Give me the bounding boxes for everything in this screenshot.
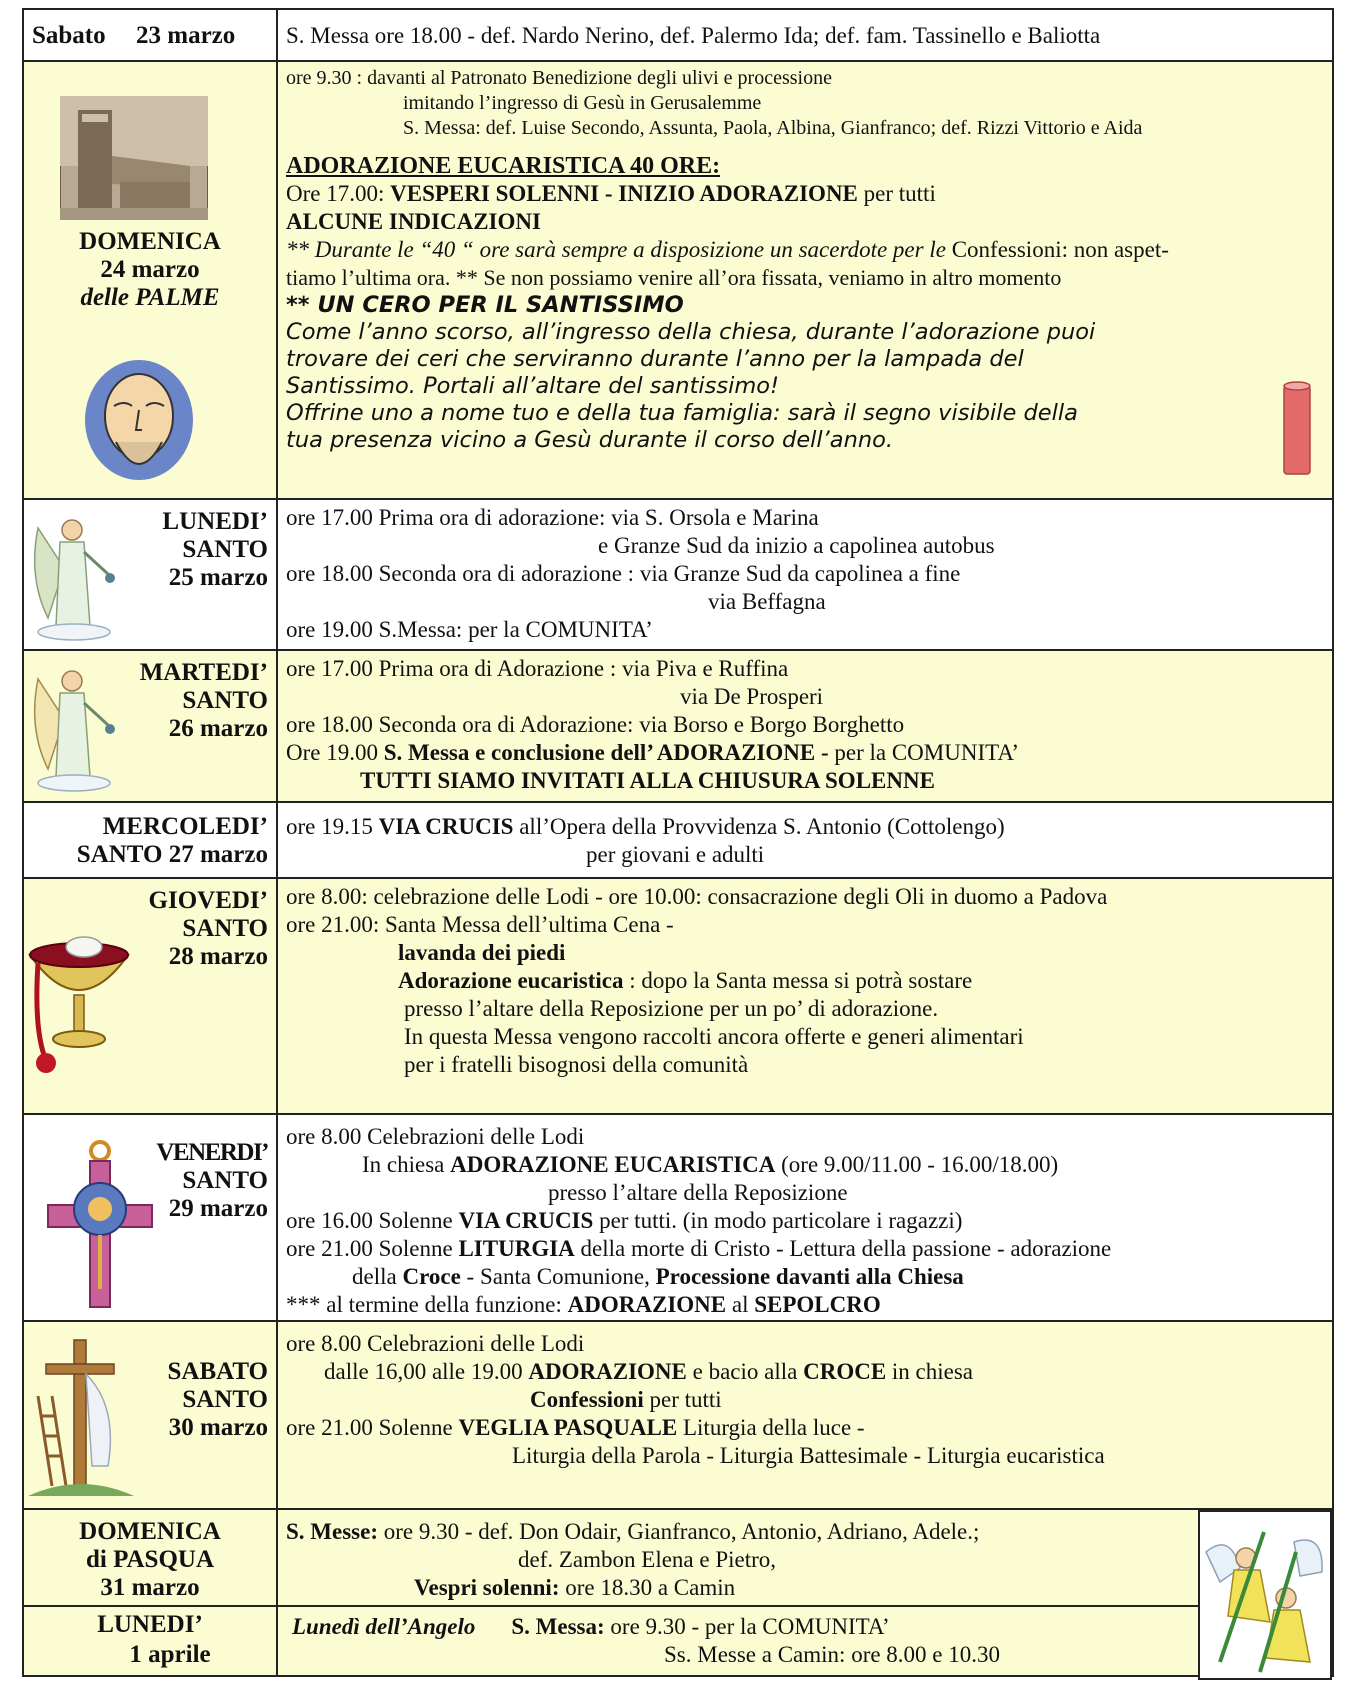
adorazione-heading: ADORAZIONE EUCARISTICA 40 ORE:: [286, 153, 721, 179]
defunti-line: def. Zambon Elena e Pietro,: [518, 1547, 777, 1572]
day-santo: SANTO: [182, 687, 268, 714]
day-cell: [24, 879, 278, 1113]
angel-image: [28, 659, 120, 795]
adorazione-hours: dalle 16,00 alle 19.00: [324, 1359, 529, 1384]
lodi-line: ore 8.00 Celebrazioni delle Lodi: [286, 1331, 585, 1356]
content-cell: [278, 1115, 1332, 1320]
sepolcro-adorazione: ADORAZIONE: [567, 1292, 727, 1317]
reposizione-line: presso l’altare della Reposizione per un po’ di adorazione.: [404, 996, 939, 1021]
croce-title: CROCE: [803, 1359, 887, 1384]
vesperi-note: per tutti: [857, 181, 936, 206]
adorazione-title: ADORAZIONE: [528, 1359, 687, 1384]
day-santo: SANTO: [182, 915, 268, 942]
comunione-text: - Santa Comunione,: [460, 1264, 656, 1289]
content-cell: [278, 1322, 1332, 1508]
reposizione-line: presso l’altare della Reposizione: [548, 1180, 848, 1205]
candle-image: [1282, 380, 1312, 476]
content-cell: [278, 1510, 1332, 1605]
date-label: SANTO 27 marzo: [76, 841, 268, 868]
feast-label: delle PALME: [80, 284, 220, 311]
bisognosi-line: per i fratelli bisognosi della comunità: [404, 1052, 749, 1077]
chiesa-text: in chiesa: [886, 1359, 974, 1384]
via-crucis-time: ore 19.15: [286, 814, 379, 839]
content-cell: [278, 10, 1332, 60]
day-santo: SANTO: [182, 1167, 268, 1194]
day-cell: [24, 500, 278, 649]
sepolcro-title: SEPOLCRO: [754, 1292, 881, 1317]
day-name: MARTEDI’: [139, 659, 268, 686]
day-cell: [24, 10, 278, 60]
church-photo: [60, 96, 208, 220]
date-label: 30 marzo: [168, 1414, 268, 1441]
indicazioni-heading: ALCUNE INDICAZIONI: [286, 209, 541, 234]
conclusione-time: Ore 19.00: [286, 740, 384, 765]
cero-line-2: trovare dei ceri che serviranno durante l’anno per la lampada del: [286, 346, 1024, 372]
liturgie-line: Liturgia della Parola - Liturgia Battesimale - Liturgia eucaristica: [512, 1443, 1105, 1468]
adorazione-place: In chiesa: [362, 1152, 451, 1177]
row-domenica-pasqua: [22, 1508, 1334, 1607]
cero-heading: [286, 292, 1324, 319]
content-cell: [278, 500, 1332, 649]
vespri-note: ore 18.30 a Camin: [559, 1575, 736, 1600]
chalice-image: [24, 935, 134, 1085]
date-label: 1 aprile: [129, 1641, 211, 1668]
veglia-time: ore 21.00 Solenne: [286, 1415, 459, 1440]
cero-title: UN CERO PER IL SANTISSIMO: [309, 292, 684, 318]
day-cell: [24, 1115, 278, 1320]
angel-image: [28, 508, 120, 644]
day-cell: [24, 803, 278, 877]
ulivi-line: ore 9.30 : davanti al Patronato Benedizione degli ulivi e processione: [286, 67, 832, 89]
date-label: 28 marzo: [168, 943, 268, 970]
day-santo: SANTO: [182, 1386, 268, 1413]
messa-line: S. Messa: def. Luise Secondo, Assunta, Paola, Albina, Gianfranco; def. Rizzi Vittorio e Aida: [403, 117, 1143, 139]
adorazione-line: [286, 1151, 1324, 1179]
content-cell: [278, 1607, 1332, 1675]
liturgia-time: ore 21.00 Solenne: [286, 1236, 459, 1261]
day-santo: SANTO: [182, 536, 268, 563]
row-lunedi-santo: [22, 498, 1334, 651]
confessioni-italic: ** Durante le “40 “ ore sarà sempre a disposizione un sacerdote per le: [286, 237, 946, 262]
messe-defunti: ore 9.30 - def. Don Odair, Gianfranco, Antonio, Adriano, Adele.;: [377, 1519, 980, 1544]
messa-title: S. Messa:: [511, 1614, 605, 1639]
adorazione-line-2: e Granze Sud da inizio a capolinea autobus: [598, 533, 995, 558]
crucifix-image: [44, 1139, 156, 1309]
sepolcro-pre: *** al termine della funzione:: [286, 1292, 568, 1317]
vesperi-title: VESPERI SOLENNI - INIZIO ADORAZIONE: [390, 181, 858, 206]
content-cell: [278, 879, 1332, 1113]
via-crucis-time: ore 16.00 Solenne: [286, 1208, 459, 1233]
cero-line-5: tua presenza vicino a Gesù durante il corso dell’anno.: [286, 427, 894, 453]
day-name: SABATO: [167, 1358, 268, 1385]
date-label: 24 marzo: [100, 256, 200, 283]
row-domenica-palme: [22, 60, 1334, 500]
adorazione-line-4: via Beffagna: [708, 589, 826, 614]
sepolcro-mid: al: [726, 1292, 755, 1317]
conclusione-line: [286, 739, 1324, 767]
camin-line: Ss. Messe a Camin: ore 8.00 e 10.30: [664, 1642, 1001, 1667]
messa-note: ore 9.30 - per la COMUNITA’: [604, 1614, 890, 1639]
angelo-title: Lunedì dell’Angelo: [292, 1614, 476, 1639]
day-name: LUNEDI’: [97, 1611, 203, 1638]
vespri-line: [286, 1574, 1324, 1602]
row-sabato-santo: [22, 1320, 1334, 1510]
day-label: Sabato: [32, 22, 106, 49]
via-crucis-note: per giovani e adulti: [586, 842, 765, 867]
lodi-line: ore 8.00: celebrazione delle Lodi - ore 10.00: consacrazione degli Oli in duomo a Padova: [286, 884, 1108, 909]
cena-line: ore 21.00: Santa Messa dell’ultima Cena -: [286, 912, 674, 937]
confessioni-line-2: tiamo l’ultima ora. ** Se non possiamo venire all’ora fissata, veniamo in altro momento: [286, 265, 1062, 290]
via-crucis-note: per tutti. (in modo particolare i ragazzi): [593, 1208, 963, 1233]
confessioni-rest: Confessioni: non aspet-: [945, 237, 1169, 262]
cero-line-3: Santissimo. Portali all’altare del santissimo!: [286, 373, 780, 399]
croce-line: [286, 1263, 1324, 1291]
adorazione-line-2: via De Prosperi: [680, 684, 824, 709]
cero-line-4: Offrine uno a nome tuo e della tua famiglia: sarà il segno visibile della: [286, 400, 1078, 426]
via-crucis-title: VIA CRUCIS: [378, 814, 514, 839]
vespri-title: Vespri solenni:: [414, 1575, 560, 1600]
adorazione-line-1: ore 17.00 Prima ora di Adorazione : via Piva e Ruffina: [286, 656, 789, 681]
conclusione-title: S. Messa e conclusione dell’ ADORAZIONE -: [383, 740, 829, 765]
liturgia-title: LITURGIA: [458, 1236, 575, 1261]
croce-pre: della: [352, 1264, 403, 1289]
bacio-text: e bacio alla: [686, 1359, 804, 1384]
liturgia-note: della morte di Cristo - Lettura della passione - adorazione: [574, 1236, 1112, 1261]
date-label: 29 marzo: [168, 1195, 268, 1222]
messa-line: ore 19.00 S.Messa: per la COMUNITA’: [286, 617, 653, 642]
adorazione-line-3: ore 18.00 Seconda ora di Adorazione: via Borso e Borgo Borghetto: [286, 712, 905, 737]
conclusione-note: per la COMUNITA’: [828, 740, 1020, 765]
content-cell: [278, 803, 1332, 877]
day-cell: [24, 1322, 278, 1508]
via-crucis-line: [286, 813, 1324, 841]
row-sabato-23: [22, 8, 1334, 62]
via-crucis-title: VIA CRUCIS: [458, 1208, 594, 1233]
invito-line: TUTTI SIAMO INVITATI ALLA CHIUSURA SOLENNE: [360, 768, 935, 793]
day-cell: [24, 651, 278, 801]
messe-line: [286, 1518, 1324, 1546]
confessioni-line-1: [286, 236, 1324, 264]
content-cell: [278, 62, 1332, 498]
via-crucis-line: [286, 1207, 1324, 1235]
date-label: 23 marzo: [136, 22, 236, 49]
day-name: LUNEDI’: [162, 508, 268, 535]
row-venerdi-santo: [22, 1113, 1334, 1322]
veglia-title: VEGLIA PASQUALE: [458, 1415, 678, 1440]
adorazione-line-3: ore 18.00 Seconda ora di adorazione : via Granze Sud da capolinea a fine: [286, 561, 961, 586]
liturgia-line: [286, 1235, 1324, 1263]
veglia-line: [286, 1414, 1324, 1442]
vesperi-line: [286, 180, 1324, 208]
easter-angels-frame: [1198, 1510, 1332, 1680]
offerte-line: In questa Messa vengono raccolti ancora offerte e generi alimentari: [404, 1024, 1024, 1049]
adorazione-note: : dopo la Santa messa si potrà sostare: [623, 968, 973, 993]
processione-title: Processione davanti alla Chiesa: [655, 1264, 964, 1289]
cero-line-1: Come l’anno scorso, all’ingresso della chiesa, durante l’adorazione puoi: [286, 319, 1096, 345]
sepolcro-line: [286, 1291, 1324, 1319]
day-name: GIOVEDI’: [148, 887, 268, 914]
confessioni-note: per tutti: [643, 1387, 722, 1412]
feast-label: di PASQUA: [85, 1546, 215, 1573]
veglia-note: Liturgia della luce -: [677, 1415, 865, 1440]
date-label: 26 marzo: [168, 715, 268, 742]
lodi-line: ore 8.00 Celebrazioni delle Lodi: [286, 1124, 585, 1149]
adorazione-line-1: ore 17.00 Prima ora di adorazione: via S. Orsola e Marina: [286, 505, 819, 530]
lavanda-line: lavanda dei piedi: [398, 940, 566, 965]
angelo-line: [286, 1613, 1324, 1641]
adorazione-hours: (ore 9.00/11.00 - 16.00/18.00): [775, 1152, 1059, 1177]
cross-ladder-image: [28, 1336, 134, 1500]
day-name: MERCOLEDI’: [102, 813, 268, 840]
date-label: 31 marzo: [100, 1574, 200, 1601]
ingresso-line: imitando l’ingresso di Gesù in Gerusalemme: [403, 92, 762, 114]
adorazione-line: [286, 967, 1324, 995]
vesperi-time: Ore 17.00:: [286, 181, 391, 206]
adorazione-line: [286, 1358, 1324, 1386]
row-mercoledi-santo: [22, 801, 1334, 879]
day-cell: [24, 1510, 278, 1605]
day-name: DOMENICA: [79, 1518, 221, 1545]
adorazione-title: Adorazione eucaristica: [398, 968, 624, 993]
day-name: DOMENICA: [79, 228, 221, 255]
row-martedi-santo: [22, 649, 1334, 803]
mass-line: S. Messa ore 18.00 - def. Nardo Nerino, def. Palermo Ida; def. fam. Tassinello e Baliotta: [286, 23, 1101, 48]
croce-title: Croce: [402, 1264, 461, 1289]
adorazione-title: ADORAZIONE EUCARISTICA: [450, 1152, 776, 1177]
confessioni-line: [286, 1386, 1324, 1414]
row-lunedi-angelo: [22, 1605, 1334, 1677]
day-cell: [24, 1607, 278, 1675]
date-label: 25 marzo: [168, 564, 268, 591]
cero-stars: **: [286, 292, 310, 318]
row-giovedi-santo: [22, 877, 1334, 1115]
easter-angels-image: [1200, 1512, 1330, 1678]
confessioni-title: Confessioni: [530, 1387, 644, 1412]
jesus-face-image: [80, 358, 198, 490]
messe-title: S. Messe:: [286, 1519, 378, 1544]
content-cell: [278, 651, 1332, 801]
day-name: VENERDI’: [156, 1139, 268, 1166]
day-cell: [24, 62, 278, 498]
via-crucis-place: all’Opera della Provvidenza S. Antonio (Cottolengo): [513, 814, 1005, 839]
